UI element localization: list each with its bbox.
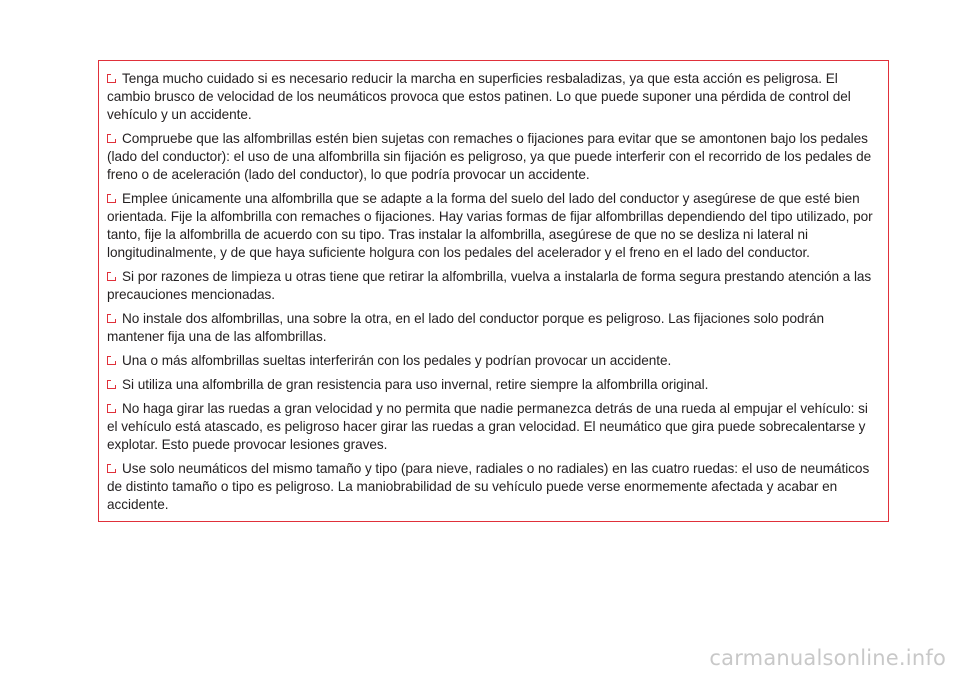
warning-text: Tenga mucho cuidado si es necesario reducir la marcha en superficies resbaladizas, ya que esta acción es peligrosa. El cambio brusco de velocidad de los neumáticos provoca que estos patinen. Lo que puede suponer una pérdida de control del vehículo y un accidente. xyxy=(107,71,851,122)
warning-text: Si por razones de limpieza u otras tiene que retirar la alfombrilla, vuelva a instalarla de forma segura prestando atención a las precauciones mencionadas. xyxy=(107,269,872,302)
warning-text: Use solo neumáticos del mismo tamaño y tipo (para nieve, radiales o no radiales) en las cuatro ruedas: el uso de neumáticos de distinto tamaño o tipo es peligroso. La maniobrabilidad de su vehículo puede verse enormemente afectada y acabar en accidente. xyxy=(107,461,870,512)
open-box-icon xyxy=(107,74,116,83)
warning-text: Una o más alfombrillas sueltas interferirán con los pedales y podrían provocar un accidente. xyxy=(122,353,672,368)
warning-item-3 xyxy=(107,190,880,262)
warning-item-2 xyxy=(107,130,880,184)
warning-item-5 xyxy=(107,310,880,346)
open-box-icon xyxy=(107,134,116,143)
open-box-icon xyxy=(107,380,116,389)
warning-text: Emplee únicamente una alfombrilla que se adapte a la forma del suelo del lado del conductor y asegúrese de que esté bien orientada. Fije la alfombrilla con remaches o fijaciones. Hay varias formas de fijar alfombrillas dependiendo del tipo utilizado, por tanto, fije la alfombrilla de acuerdo con su tipo. Tras instalar la alfombrilla, asegúrese de que no se desliza ni lateral ni longitudinalmente, y de que haya suficiente holgura con los pedales del acelerador y el freno en el lado del conductor. xyxy=(107,191,873,260)
open-box-icon xyxy=(107,464,116,473)
warning-text: No haga girar las ruedas a gran velocidad y no permita que nadie permanezca detrás de una rueda al empujar el vehículo: si el vehículo está atascado, es peligroso hacer girar las ruedas a gran velocidad. El neumático que gira puede sobrecalentarse y explotar. Esto puede provocar lesiones graves. xyxy=(107,401,868,452)
open-box-icon xyxy=(107,272,116,281)
warning-text: Compruebe que las alfombrillas estén bien sujetas con remaches o fijaciones para evitar que se amontonen bajo los pedales (lado del conductor): el uso de una alfombrilla sin fijación es peligroso, ya que puede interferir con el recorrido de los pedales de freno o de aceleración (lado del conductor), lo que podría provocar un accidente. xyxy=(107,131,872,182)
open-box-icon xyxy=(107,314,116,323)
warning-item-7 xyxy=(107,376,880,394)
warning-item-6 xyxy=(107,352,880,370)
warning-item-8 xyxy=(107,400,880,454)
open-box-icon xyxy=(107,404,116,413)
open-box-icon xyxy=(107,194,116,203)
warning-box xyxy=(98,60,889,522)
warning-item-4 xyxy=(107,268,880,304)
warning-text: Si utiliza una alfombrilla de gran resistencia para uso invernal, retire siempre la alfombrilla original. xyxy=(122,377,709,392)
warning-text: No instale dos alfombrillas, una sobre la otra, en el lado del conductor porque es peligroso. Las fijaciones solo podrán mantener fija una de las alfombrillas. xyxy=(107,311,825,344)
warning-item-1 xyxy=(107,70,880,124)
open-box-icon xyxy=(107,356,116,365)
watermark: carmanualsonline.info xyxy=(709,646,946,670)
warning-item-9 xyxy=(107,460,880,514)
